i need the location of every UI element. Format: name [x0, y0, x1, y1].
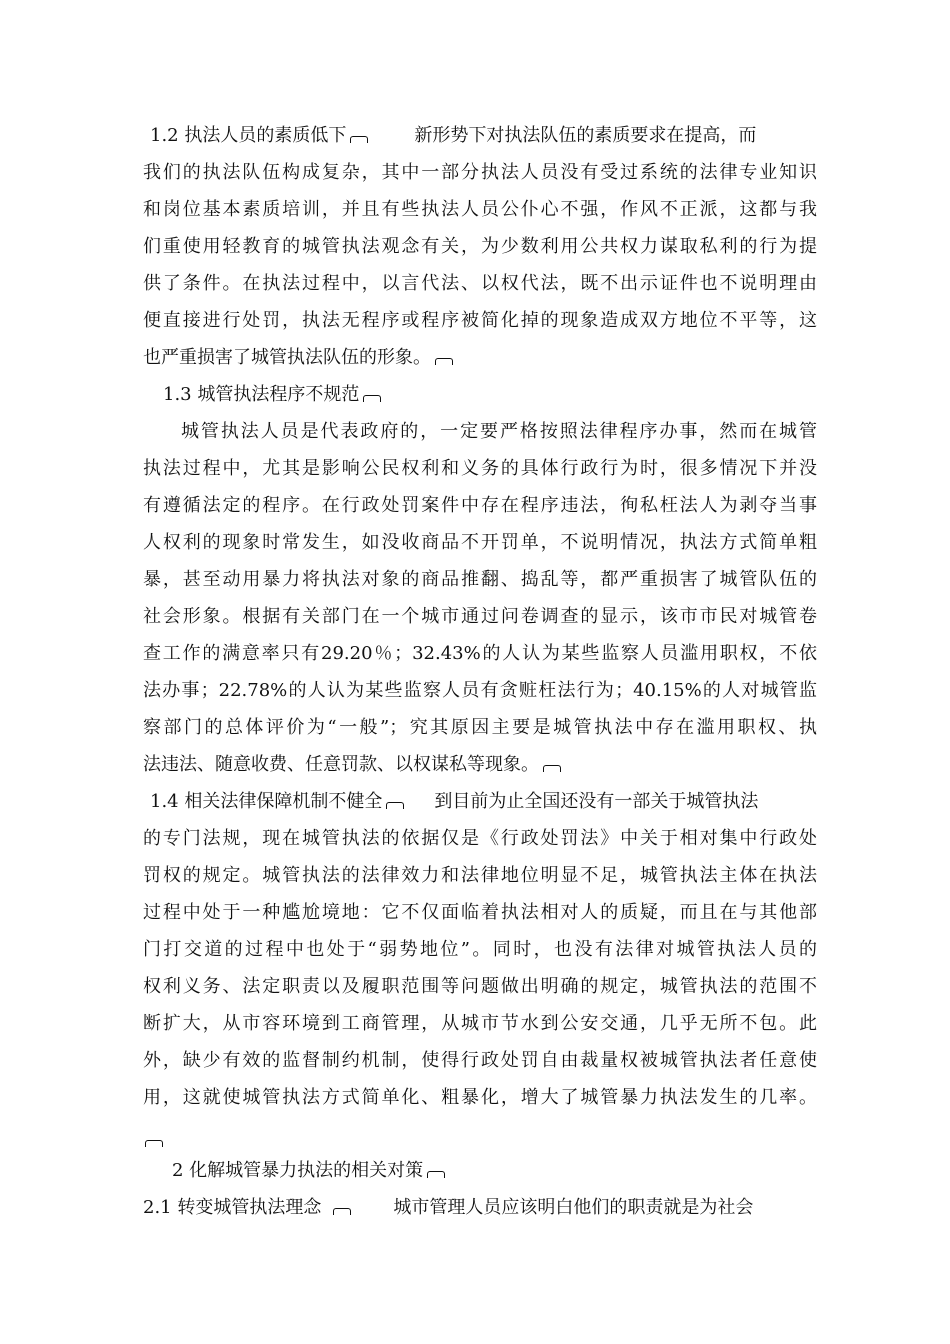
section-2-1-line: 2.1 转变城管执法理念 城市管理人员应该明白他们的职责就是为社会	[143, 1197, 754, 1218]
text-line: 我们的执法队伍构成复杂，其中一部分执法人员没有受过系统的法律专业知识	[143, 162, 817, 183]
section-2-line	[172, 1159, 846, 1183]
heading-1-2: 1.2 执法人员的素质低下	[150, 125, 347, 146]
paragraph-mark-icon	[386, 802, 404, 809]
text-line: 人权利的现象时常发生，如没收商品不开罚单，不说明情况，执法方式简单粗	[143, 532, 817, 553]
text-line: 断扩大，从市容环境到工商管理，从城市节水到公安交通，几乎无所不包。此	[143, 1013, 817, 1034]
paragraph-mark-icon	[363, 395, 381, 402]
text-line: 暴，甚至动用暴力将执法对象的商品推翻、捣乱等，都严重损害了城管队伍的	[143, 569, 817, 590]
text-line: 和岗位基本素质培训，并且有些执法人员公仆心不强，作风不正派，这都与我	[143, 199, 817, 220]
text-line: 查工作的满意率只有29.20％；32.43%的人认为某些监察人员滥用职权，不依	[143, 643, 817, 664]
text-line: 法办事；22.78%的人认为某些监察人员有贪赃枉法行为；40.15%的人对城管监	[143, 680, 817, 701]
text-line: 察部门的总体评价为“一般”；究其原因主要是城管执法中存在滥用职权、执	[143, 717, 817, 738]
section-1-2-line: 1.2 执法人员的素质低下 新形势下对执法队伍的素质要求在提高，而	[150, 125, 757, 146]
text-line: 外，缺少有效的监督制约机制，使得行政处罚自由裁量权被城管执法者任意使	[143, 1050, 817, 1071]
text-line: 便直接进行处罚，执法无程序或程序被简化掉的现象造成双方地位不平等，这	[143, 310, 817, 331]
paragraph-mark-icon	[333, 1208, 351, 1215]
text-line: 也严重损害了城管执法队伍的形象。	[143, 346, 817, 370]
text-line: 供了条件。在执法过程中，以言代法、以权代法，既不出示证件也不说明理由	[143, 273, 817, 294]
empty-line	[143, 1128, 817, 1152]
text-line: 过程中处于一种尴尬境地：它不仅面临着执法相对人的质疑，而且在与其他部	[143, 902, 817, 923]
heading-2: 2 化解城管暴力执法的相关对策	[172, 1160, 424, 1181]
heading-1-4: 1.4 相关法律保障机制不健全	[150, 791, 383, 812]
paragraph-mark-icon	[350, 136, 368, 143]
text-line: 城管执法人员是代表政府的，一定要严格按照法律程序办事，然而在城管	[181, 421, 817, 442]
text-line: 们重使用轻教育的城管执法观念有关，为少数利用公共权力谋取私利的行为提	[143, 236, 817, 257]
paragraph-mark-icon	[145, 1140, 163, 1147]
paragraph-mark-icon	[543, 765, 561, 772]
paragraph-mark-icon	[427, 1171, 445, 1178]
text-line: 门打交道的过程中也处于“弱势地位”。同时，也没有法律对城管执法人员的	[143, 939, 817, 960]
text-line: 法违法、随意收费、任意罚款、以权谋私等现象。	[143, 753, 817, 777]
text-line: 用，这就使城管执法方式简单化、粗暴化，增大了城管暴力执法发生的几率。	[143, 1087, 817, 1108]
text-line: 有遵循法定的程序。在行政处罚案件中存在程序违法，徇私枉法人为剥夺当事	[143, 495, 817, 516]
section-1-4-line: 1.4 相关法律保障机制不健全 到目前为止全国还没有一部关于城管执法	[150, 791, 759, 812]
heading-2-1: 2.1 转变城管执法理念	[143, 1197, 322, 1218]
text-line: 执法过程中，尤其是影响公民权利和义务的具体行政行为时，很多情况下并没	[143, 458, 817, 479]
text-line: 社会形象。根据有关部门在一个城市通过问卷调查的显示，该市市民对城管卷	[143, 606, 817, 627]
heading-1-3: 1.3 城管执法程序不规范	[163, 384, 360, 405]
text-line: 的专门法规，现在城管执法的依据仅是《行政处罚法》中关于相对集中行政处	[143, 828, 817, 849]
paragraph-mark-icon	[435, 358, 453, 365]
text-line: 权利义务、法定职责以及履职范围等问题做出明确的规定，城管执法的范围不	[143, 976, 817, 997]
text-line: 罚权的规定。城管执法的法律效力和法律地位明显不足，城管执法主体在执法	[143, 865, 817, 886]
section-1-3-line	[163, 383, 837, 407]
